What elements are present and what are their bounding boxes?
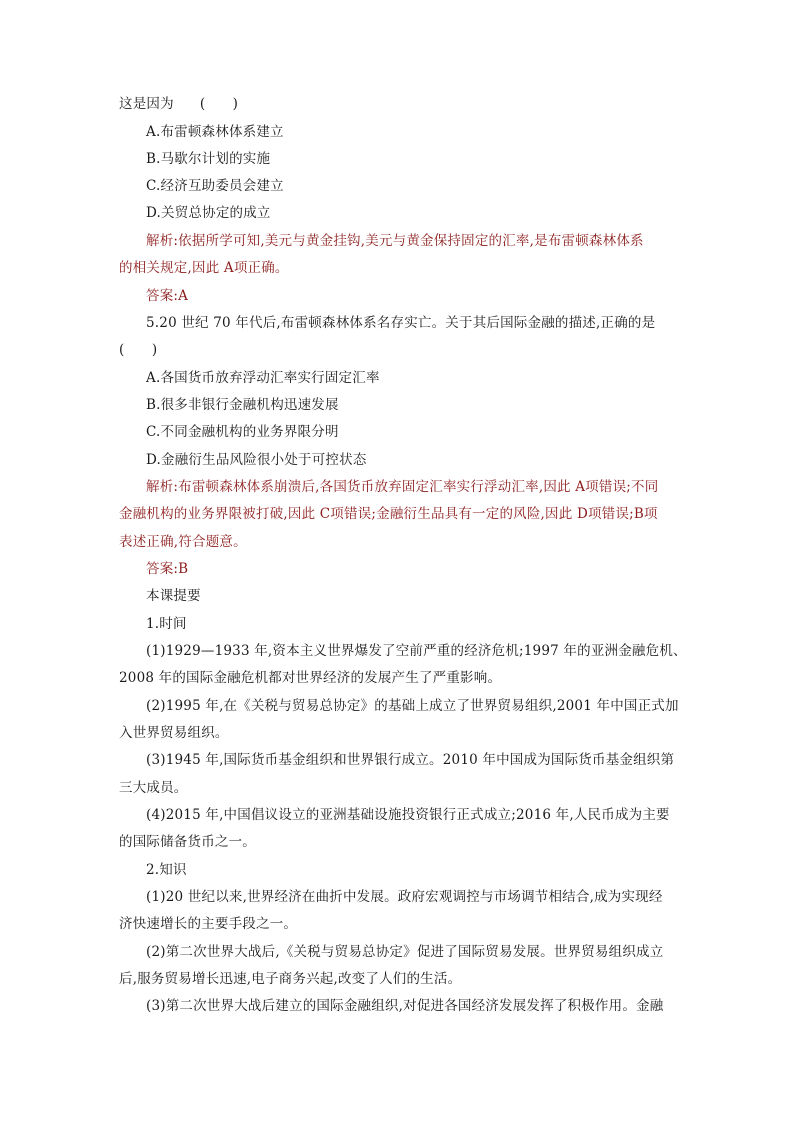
q4-option-b: B.马歇尔计划的实施 (146, 151, 271, 167)
q5-analysis-line: 金融机构的业务界限被打破,因此 C项错误;金融衍生品具有一定的风险,因此 D项错误;B项 (119, 506, 658, 522)
q4-answer: 答案:A (146, 288, 189, 304)
q4-option-c: C.经济互助委员会建立 (146, 178, 284, 194)
time-line: (2)1995 年,在《关税与贸易总协定》的基础上成立了世界贸易组织,2001 年中国正式加 (146, 698, 679, 714)
knowledge-line: (2)第二次世界大战后,《关税与贸易总协定》促进了国际贸易发展。世界贸易组织成立 (146, 944, 664, 960)
time-line: (3)1945 年,国际货币基金组织和世界银行成立。2010 年中国成为国际货币基金组织第 (146, 752, 675, 768)
q5-option-b: B.很多非银行金融机构迅速发展 (146, 397, 339, 413)
time-line: (1)1929—1933 年,资本主义世界爆发了空前严重的经济危机;1997 年的亚洲金融危机、 (146, 643, 687, 659)
q4-option-a: A.布雷顿森林体系建立 (146, 124, 284, 140)
q4-stem-tail: 这是因为 ( ) (119, 96, 239, 112)
time-heading: 1.时间 (146, 616, 187, 632)
time-line: 的国际储备货币之一。 (119, 834, 256, 850)
q5-stem-line: 5.20 世纪 70 年代后,布雷顿森林体系名存实亡。关于其后国际金融的描述,正确的是 (146, 315, 656, 331)
q5-option-a: A.各国货币放弃浮动汇率实行固定汇率 (146, 370, 380, 386)
q4-analysis-line: 解析:依据所学可知,美元与黄金挂钩,美元与黄金保持固定的汇率,是布雷顿森林体系 (146, 233, 644, 249)
time-line: 2008 年的国际金融危机都对世界经济的发展产生了严重影响。 (119, 670, 502, 686)
q5-analysis-line: 解析:布雷顿森林体系崩溃后,各国货币放弃固定汇率实行浮动汇率,因此 A项错误;不同 (146, 479, 659, 495)
q5-answer-blank: ( ) (119, 342, 158, 358)
knowledge-heading: 2.知识 (146, 862, 187, 878)
time-line: 入世界贸易组织。 (119, 725, 229, 741)
knowledge-line: (1)20 世纪以来,世界经济在曲折中发展。政府宏观调控与市场调节相结合,成为实现经 (146, 889, 663, 905)
summary-title: 本课提要 (146, 588, 201, 604)
q4-answer-blank: ( ) (199, 96, 239, 112)
q5-option-d: D.金融衍生品风险很小处于可控状态 (146, 452, 367, 468)
q5-option-c: C.不同金融机构的业务界限分明 (146, 424, 339, 440)
q4-option-d: D.关贸总协定的成立 (146, 205, 271, 221)
time-line: (4)2015 年,中国倡议设立的亚洲基础设施投资银行正式成立;2016 年,人民币成为主要 (146, 807, 670, 823)
q5-answer: 答案:B (146, 561, 189, 577)
q4-analysis-line: 的相关规定,因此 A项正确。 (119, 260, 289, 276)
knowledge-line: 后,服务贸易增长迅速,电子商务兴起,改变了人们的生活。 (119, 971, 462, 987)
knowledge-line: 济快速增长的主要手段之一。 (119, 916, 298, 932)
q5-analysis-line: 表述正确,符合题意。 (119, 534, 247, 550)
time-line: 三大成员。 (119, 780, 188, 796)
knowledge-line: (3)第二次世界大战后建立的国际金融组织,对促进各国经济发展发挥了积极作用。金融 (146, 998, 664, 1014)
